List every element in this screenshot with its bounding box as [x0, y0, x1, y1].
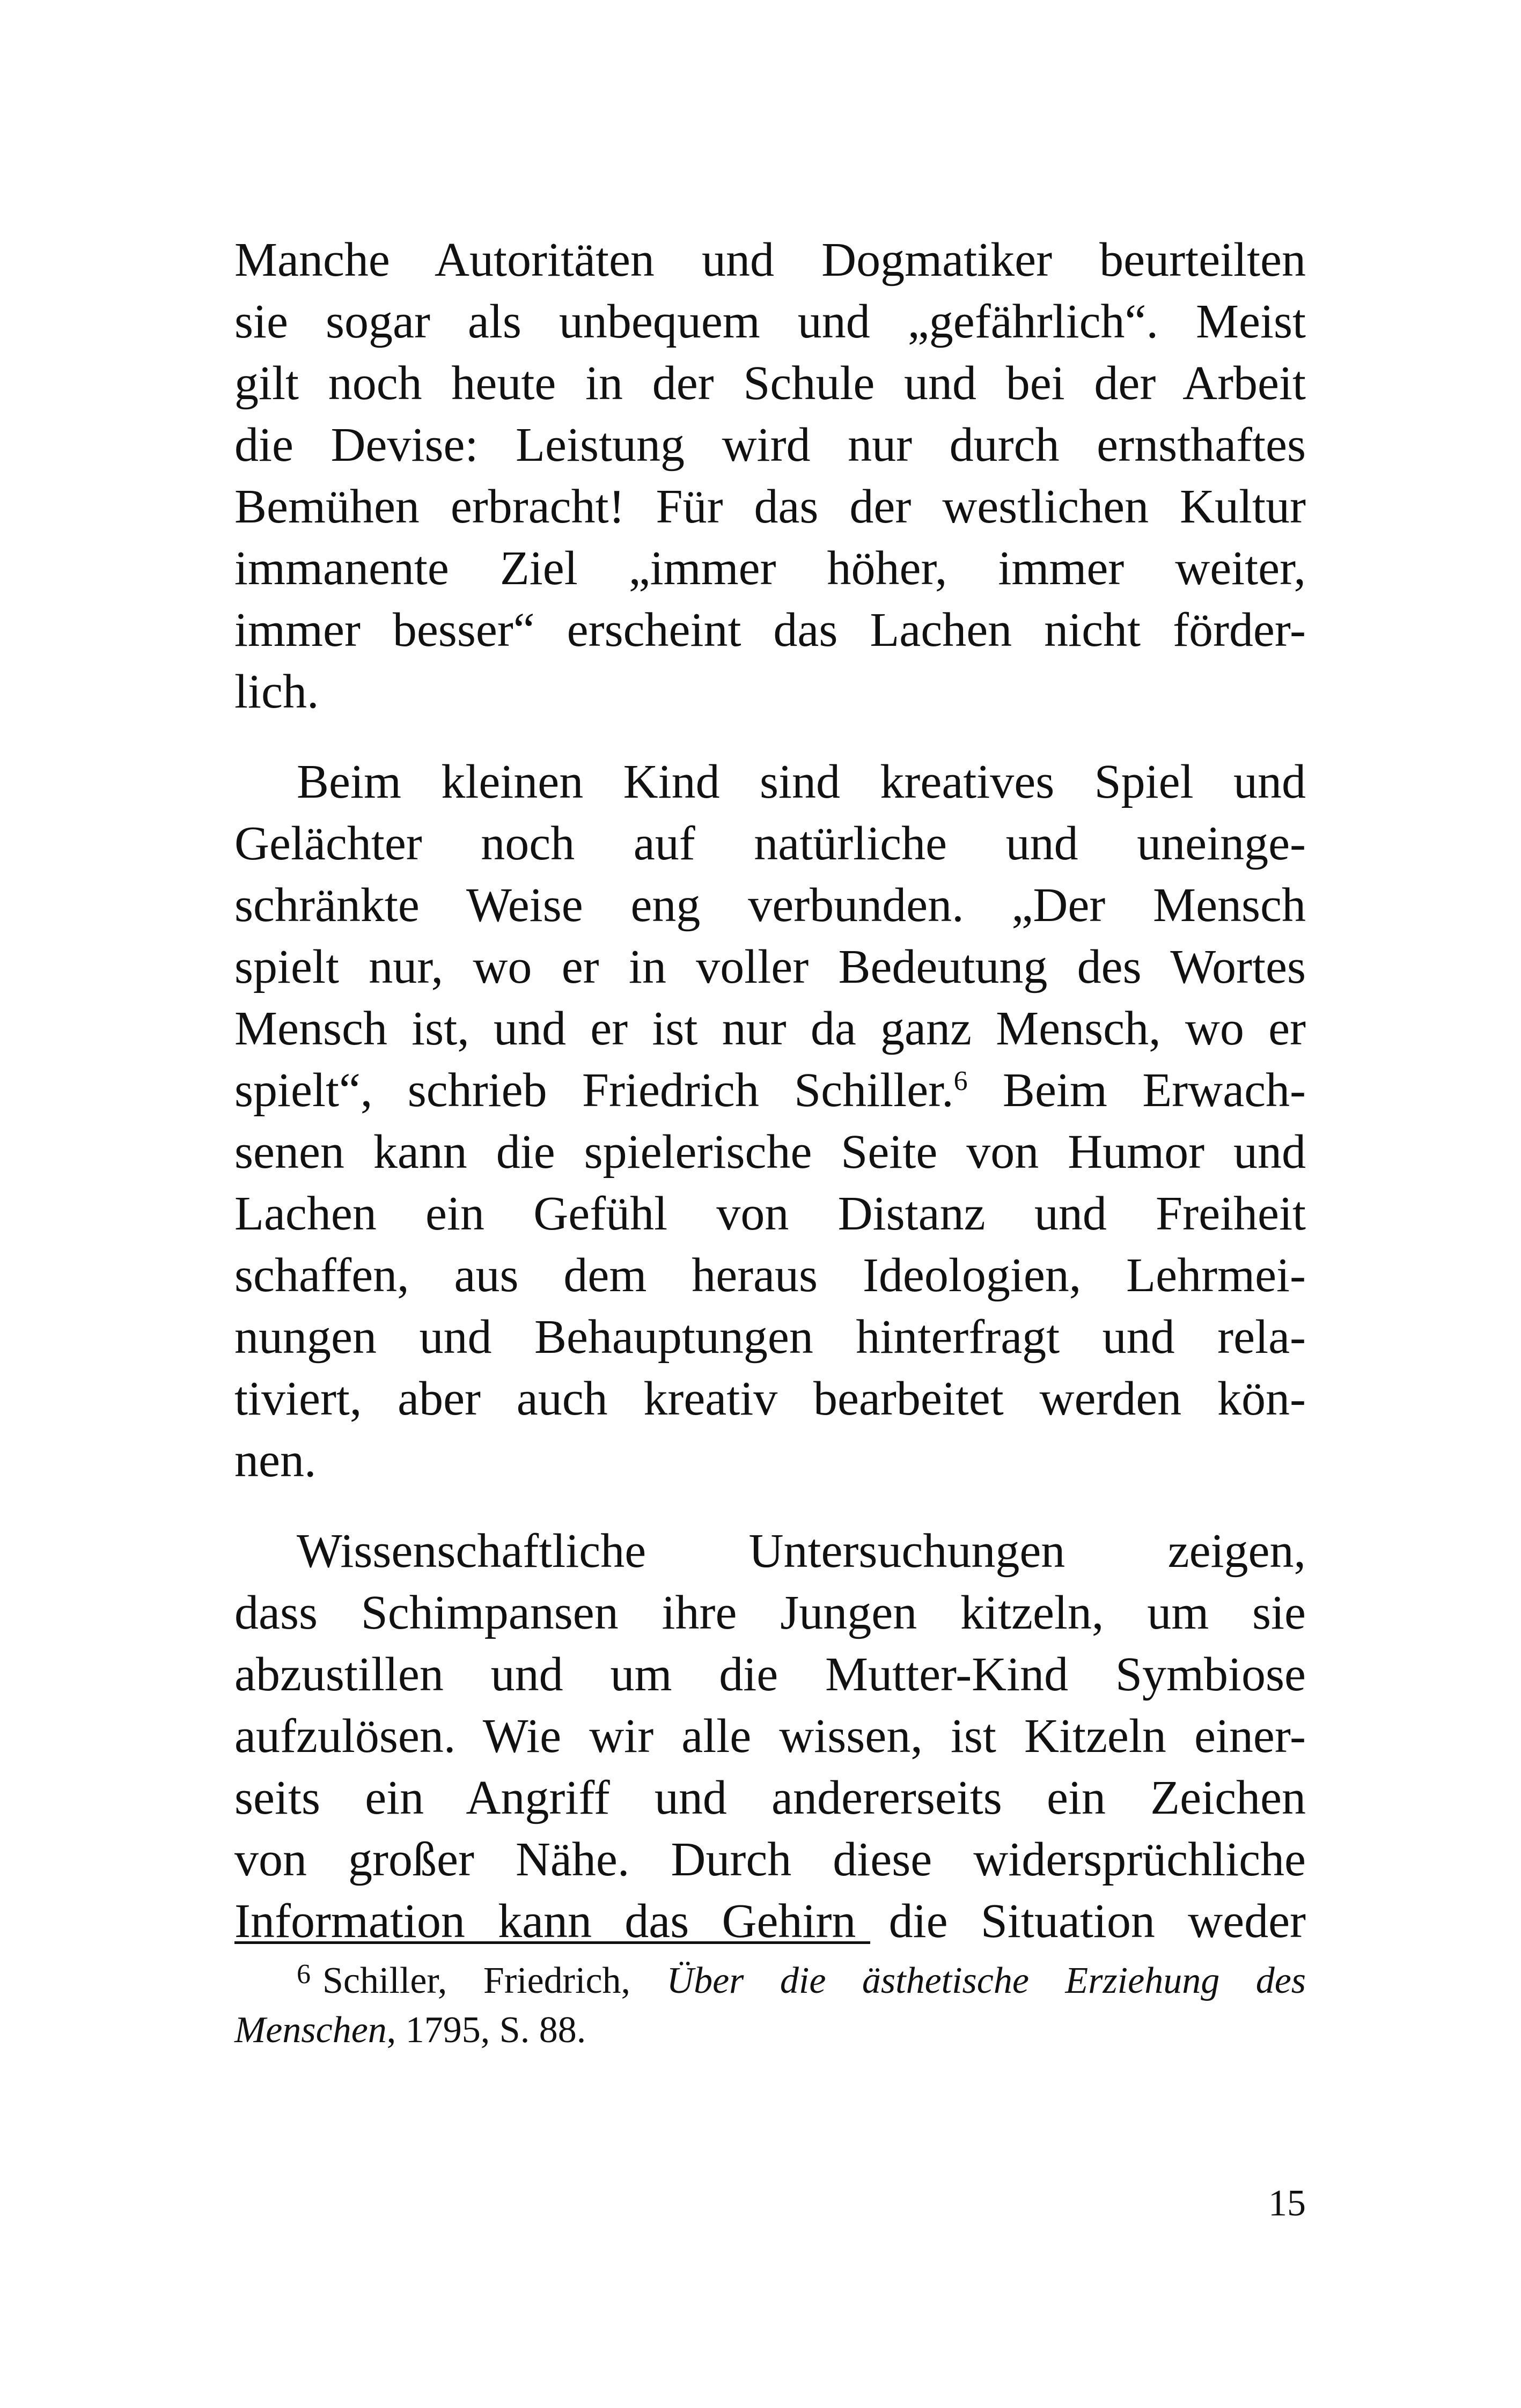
text-line: von großer Nähe. Durch diese widersprüchliche: [234, 1833, 1306, 1886]
text-line: tiviert, aber auch kreativ bearbeitet werden kön-: [234, 1372, 1306, 1425]
text-line-with-footnote-ref: [234, 1059, 1306, 1121]
footnote-divider: [234, 1941, 870, 1944]
text-line: Information kann das Gehirn die Situation weder: [234, 1895, 1306, 1948]
text-line: Lachen ein Gefühl von Distanz und Freiheit: [234, 1187, 1306, 1240]
paragraph-1: [234, 229, 1306, 723]
text-line: Beim kleinen Kind sind kreatives Spiel und: [297, 755, 1306, 808]
text-line: abzustillen und um die Mutter-Kind Symbiose: [234, 1648, 1306, 1701]
footnote-line: [234, 1956, 1306, 2006]
text-line: immer besser“ erscheint das Lachen nicht förder-: [234, 603, 1306, 657]
page-number: 15: [1268, 2183, 1306, 2224]
text-line: dass Schimpansen ihre Jungen kitzeln, um sie: [234, 1586, 1306, 1639]
footnote-title-continued: Menschen: [234, 2009, 387, 2051]
footnote-citation: , 1795, S. 88.: [386, 2009, 586, 2051]
footnote-number: 6: [297, 1959, 311, 1990]
footnote: [234, 1956, 1306, 2055]
text-segment: Beim Erwach-: [967, 1064, 1306, 1117]
paragraph-2: [234, 751, 1306, 1491]
paragraph-3: [234, 1520, 1306, 1952]
text-line: schränkte Weise eng verbunden. „Der Mensch: [234, 879, 1306, 932]
footnote-reference[interactable]: 6: [953, 1066, 968, 1096]
text-line: nungen und Behauptungen hinterfragt und rela-: [234, 1310, 1306, 1364]
text-line: seits ein Angriff und andererseits ein Zeichen: [234, 1771, 1306, 1824]
text-line: spielt nur, wo er in voller Bedeutung des Wortes: [234, 940, 1306, 993]
text-line: die Devise: Leistung wird nur durch ernsthaftes: [234, 418, 1306, 472]
text-line: Mensch ist, und er ist nur da ganz Mensch, wo er: [234, 1002, 1306, 1055]
text-line: Gelächter noch auf natürliche und uneinge-: [234, 817, 1306, 870]
text-line: aufzulösen. Wie wir alle wissen, ist Kitzeln einer-: [234, 1710, 1306, 1763]
footnote-title: Über die ästhetische Erziehung des: [666, 1960, 1306, 2001]
text-line: lich.: [234, 665, 319, 718]
text-line: Bemühen erbracht! Für das der westlichen Kultur: [234, 480, 1306, 533]
text-line: sie sogar als unbequem und „gefährlich“. Meist: [234, 295, 1306, 348]
text-line: nen.: [234, 1434, 317, 1487]
text-line: schaffen, aus dem heraus Ideologien, Lehrmei-: [234, 1249, 1306, 1302]
text-line: immanente Ziel „immer höher, immer weiter,: [234, 542, 1306, 595]
footnote-line: [234, 2006, 1306, 2055]
text-line: senen kann die spielerische Seite von Humor und: [234, 1125, 1306, 1179]
text-line: Wissenschaftliche Untersuchungen zeigen,: [297, 1525, 1306, 1578]
footnote-author: Schiller, Friedrich,: [322, 1960, 631, 2001]
text-segment: spielt“, schrieb Friedrich Schiller.: [234, 1064, 954, 1117]
text-line: Manche Autoritäten und Dogmatiker beurteilten: [234, 233, 1306, 286]
text-line: gilt noch heute in der Schule und bei der Arbeit: [234, 357, 1306, 410]
